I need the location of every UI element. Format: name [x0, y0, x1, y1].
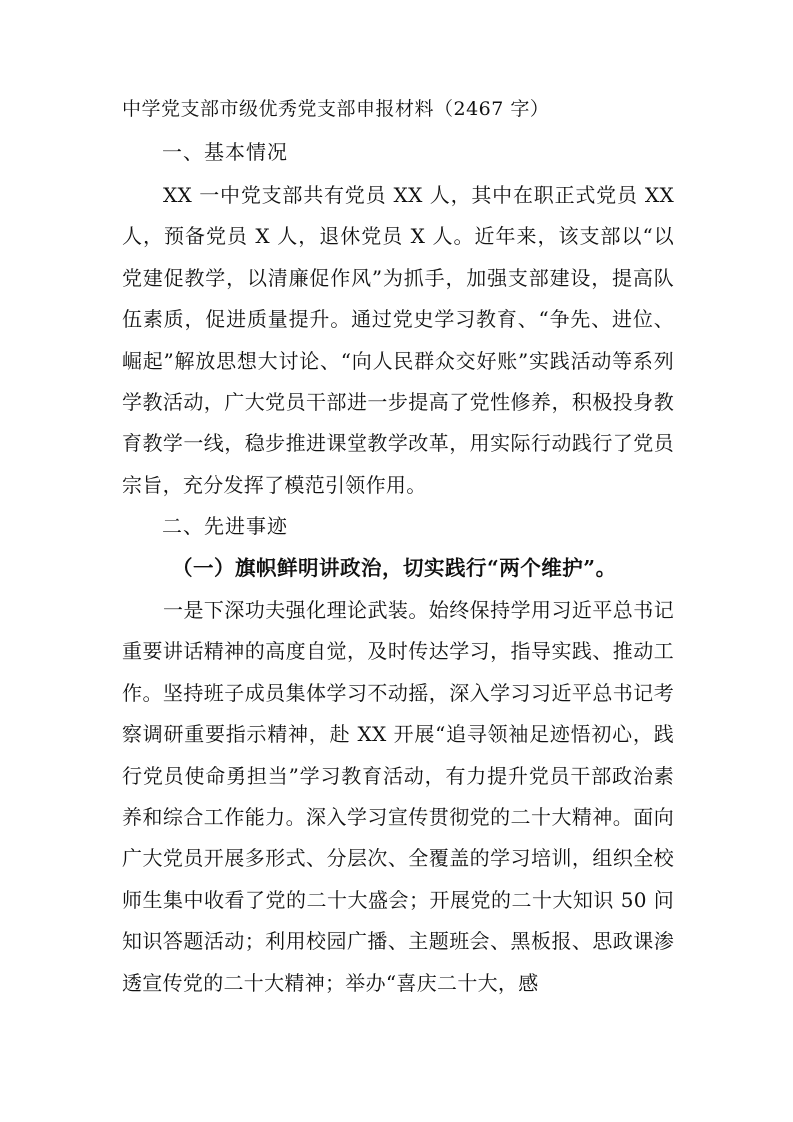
- section-heading-basic-info: 一、基本情况: [162, 140, 288, 164]
- document-title: 中学党支部市级优秀党支部申报材料（2467 字）: [122, 98, 550, 120]
- subheading-politics: （一）旗帜鲜明讲政治，切实践行“两个维护”。: [172, 556, 617, 580]
- section-heading-achievements: 二、先进事迹: [162, 514, 288, 538]
- paragraph-basic-info: XX 一中党支部共有党员 XX 人，其中在职正式党员 XX 人，预备党员 X 人，退休党员 X 人。近年来，该支部以“以党建促教学，以清廉促作风”为抓手，加强支部建设，提高队伍素质，促进质量提升。通过党史学习教育、“争先、进位、崛起”解放思想大讨论、“向人民群众交好账”实践活动等系列学教活动，广大党员干部进一步提高了党性修养，积极投身教育教学一线，稳步推进课堂教学改革，用实际行动践行了党员宗旨，充分发挥了模范引领作用。: [122, 183, 674, 497]
- paragraph-theory-study: 一是下深功夫强化理论武装。始终保持学用习近平总书记重要讲话精神的高度自觉，及时传达学习，指导实践、推动工作。坚持班子成员集体学习不动摇，深入学习习近平总书记考察调研重要指示精神，赴 XX 开展“追寻领袖足迹悟初心，践行党员使命勇担当”学习教育活动，有力提升党员干部政治素养和综合工作能力。深入学习宣传贯彻党的二十大精神。面向广大党员开展多形式、分层次、全覆盖的学习培训，组织全校师生集中收看了党的二十大盛会；开展党的二十大知识 50 问知识答题活动；利用校园广播、主题班会、黑板报、思政课渗透宣传党的二十大精神；举办“喜庆二十大，感: [122, 598, 674, 995]
